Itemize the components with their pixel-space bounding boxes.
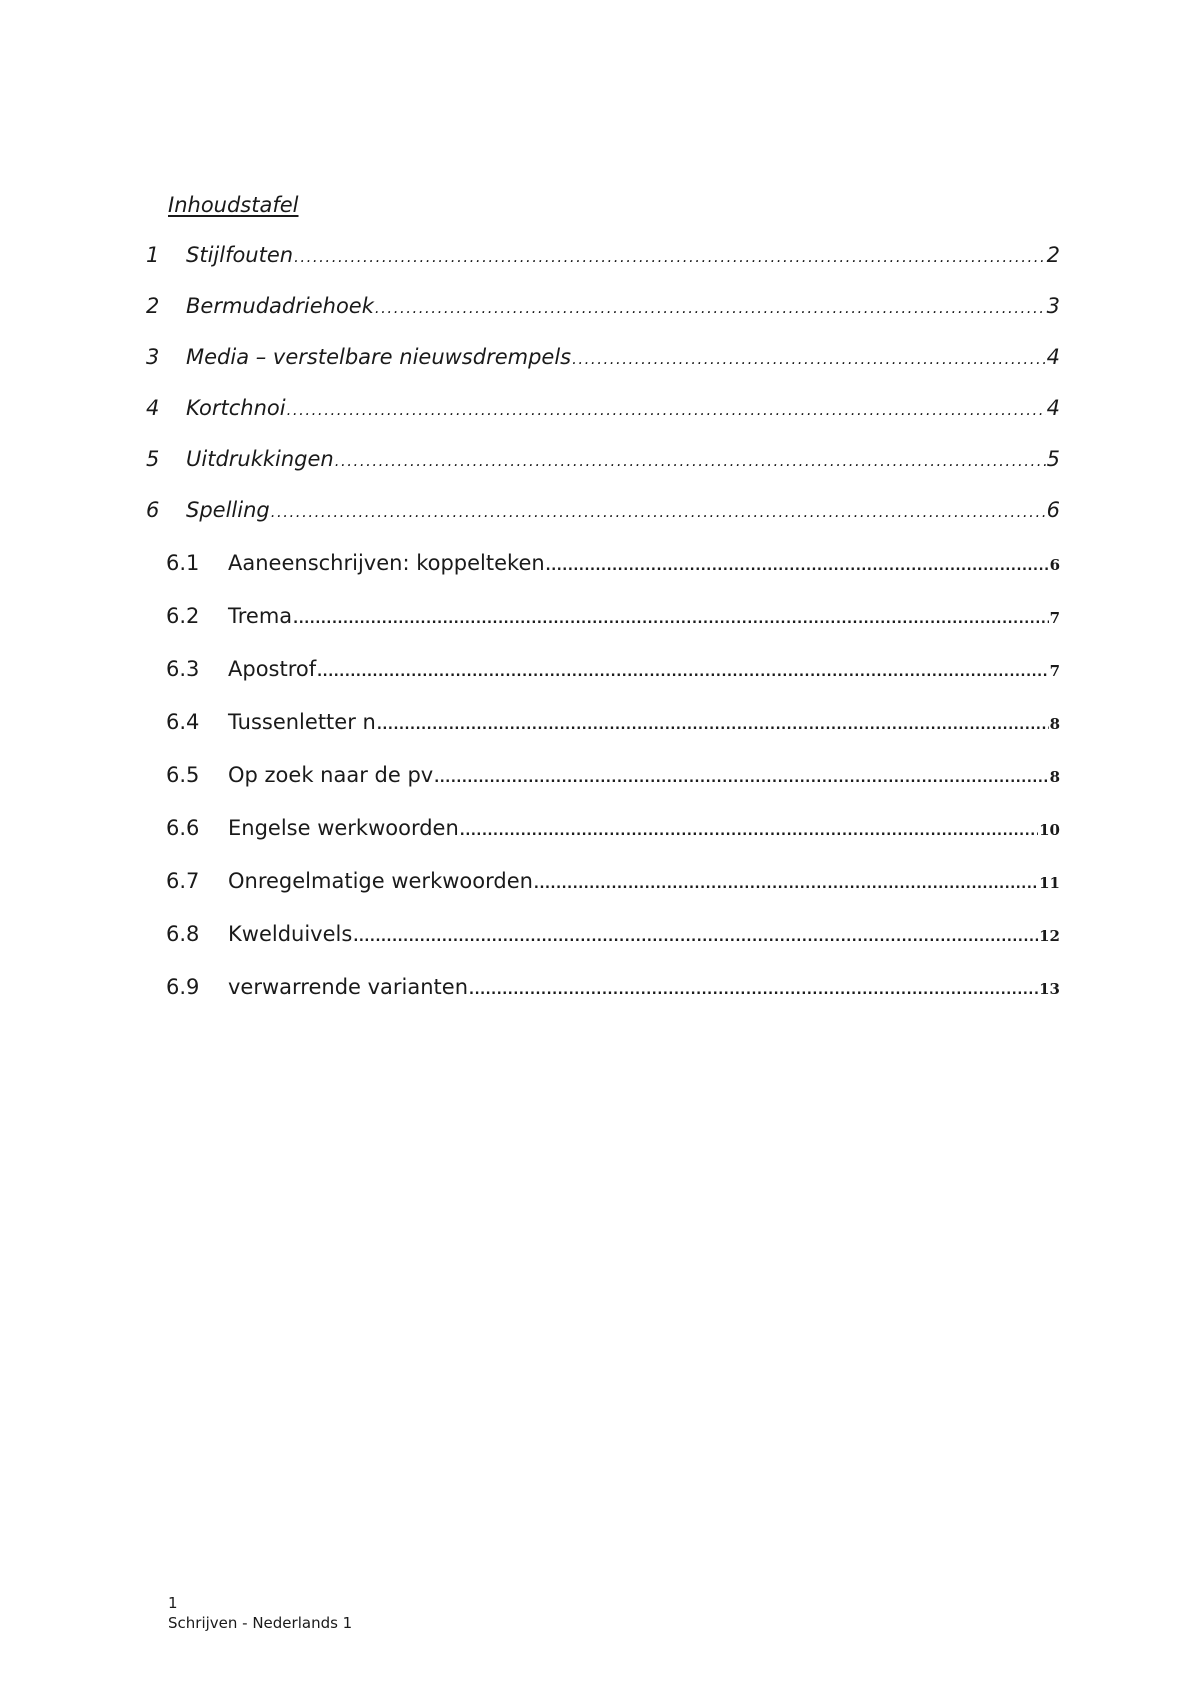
toc-subentry-page: 8 <box>1049 715 1060 733</box>
toc-subentry-number: 6.2 <box>166 604 200 628</box>
toc-subentry-number: 6.4 <box>166 710 200 734</box>
dot-leader <box>353 922 1038 946</box>
toc-entry-page: 6 <box>1046 498 1060 522</box>
toc-subentry-number: 6.9 <box>166 975 200 999</box>
toc-subentry-page: 7 <box>1049 662 1060 680</box>
toc-entry-label: Kortchnoi <box>186 396 286 420</box>
toc-subentry[interactable] <box>166 816 1060 840</box>
toc-subentry-page: 7 <box>1049 609 1060 627</box>
toc-subentry[interactable] <box>166 657 1060 681</box>
toc-entry-label: Media – verstelbare nieuwsdrempels <box>186 345 572 369</box>
toc-subentry[interactable] <box>166 710 1060 734</box>
toc-entry-number: 4 <box>146 396 160 420</box>
toc-entry[interactable] <box>146 345 1060 369</box>
toc-subentry-number: 6.3 <box>166 657 200 681</box>
toc-subentry-number: 6.5 <box>166 763 200 787</box>
toc-entry-number: 3 <box>146 345 160 369</box>
toc-entry[interactable] <box>146 396 1060 420</box>
toc-subentry-label: Aaneenschrijven: koppelteken <box>228 551 545 575</box>
dot-leader <box>546 551 1049 575</box>
toc-entry-number: 5 <box>146 447 160 471</box>
toc-subentry-page: 11 <box>1039 874 1060 892</box>
toc-subentry-page: 6 <box>1049 556 1060 574</box>
toc-entry-number: 6 <box>146 498 160 522</box>
dot-leader <box>294 243 1046 267</box>
dot-leader <box>287 396 1046 420</box>
toc-entry-page: 3 <box>1046 294 1060 318</box>
toc-subentry-label: Trema <box>228 604 293 628</box>
toc-subentry[interactable] <box>166 922 1060 946</box>
toc-entry[interactable] <box>146 498 1060 522</box>
toc-entry-page: 2 <box>1046 243 1060 267</box>
toc-entry-label: Spelling <box>186 498 270 522</box>
dot-leader <box>271 498 1046 522</box>
toc-subentry-label: Kwelduivels <box>228 922 353 946</box>
dot-leader <box>293 604 1048 628</box>
toc-entry-page: 5 <box>1046 447 1060 471</box>
toc-entry-label: Uitdrukkingen <box>186 447 334 471</box>
dot-leader <box>377 710 1049 734</box>
toc-subentry-number: 6.8 <box>166 922 200 946</box>
toc-title: Inhoudstafel <box>168 193 299 217</box>
toc-subentry-label: Op zoek naar de pv <box>228 763 434 787</box>
toc-entry-page: 4 <box>1046 345 1060 369</box>
dot-leader <box>460 816 1038 840</box>
toc-subentry-page: 10 <box>1039 821 1060 839</box>
toc-subentry-label: Apostrof <box>228 657 317 681</box>
dot-leader <box>469 975 1038 999</box>
dot-leader <box>375 294 1046 318</box>
dot-leader <box>434 763 1048 787</box>
toc-subentry[interactable] <box>166 975 1060 999</box>
dot-leader <box>317 657 1048 681</box>
toc-subentry-page: 13 <box>1039 980 1060 998</box>
toc-subentry-label: verwarrende varianten <box>228 975 469 999</box>
toc-subentry[interactable] <box>166 869 1060 893</box>
toc-entry[interactable] <box>146 294 1060 318</box>
toc-subentry-number: 6.7 <box>166 869 200 893</box>
toc-subentry-label: Engelse werkwoorden <box>228 816 459 840</box>
dot-leader <box>572 345 1046 369</box>
toc-entry-label: Bermudadriehoek <box>186 294 374 318</box>
toc-subentry[interactable] <box>166 763 1060 787</box>
toc-entry[interactable] <box>146 447 1060 471</box>
toc-subentry-label: Tussenletter n <box>228 710 376 734</box>
toc-subentry-page: 8 <box>1049 768 1060 786</box>
toc-subentry[interactable] <box>166 551 1060 575</box>
toc-entry[interactable] <box>146 243 1060 267</box>
toc-entry-label: Stijlfouten <box>186 243 294 267</box>
footer-page-number: 1 <box>168 1594 178 1612</box>
toc-subentry-label: Onregelmatige werkwoorden <box>228 869 533 893</box>
dot-leader <box>335 447 1046 471</box>
toc-subentry-number: 6.1 <box>166 551 200 575</box>
toc-entry-number: 1 <box>146 243 160 267</box>
toc-entry-number: 2 <box>146 294 160 318</box>
toc-subentry[interactable] <box>166 604 1060 628</box>
footer-text: Schrijven - Nederlands 1 <box>168 1614 353 1632</box>
toc-entry-page: 4 <box>1046 396 1060 420</box>
dot-leader <box>534 869 1038 893</box>
toc-subentry-number: 6.6 <box>166 816 200 840</box>
toc-subentry-page: 12 <box>1039 927 1060 945</box>
